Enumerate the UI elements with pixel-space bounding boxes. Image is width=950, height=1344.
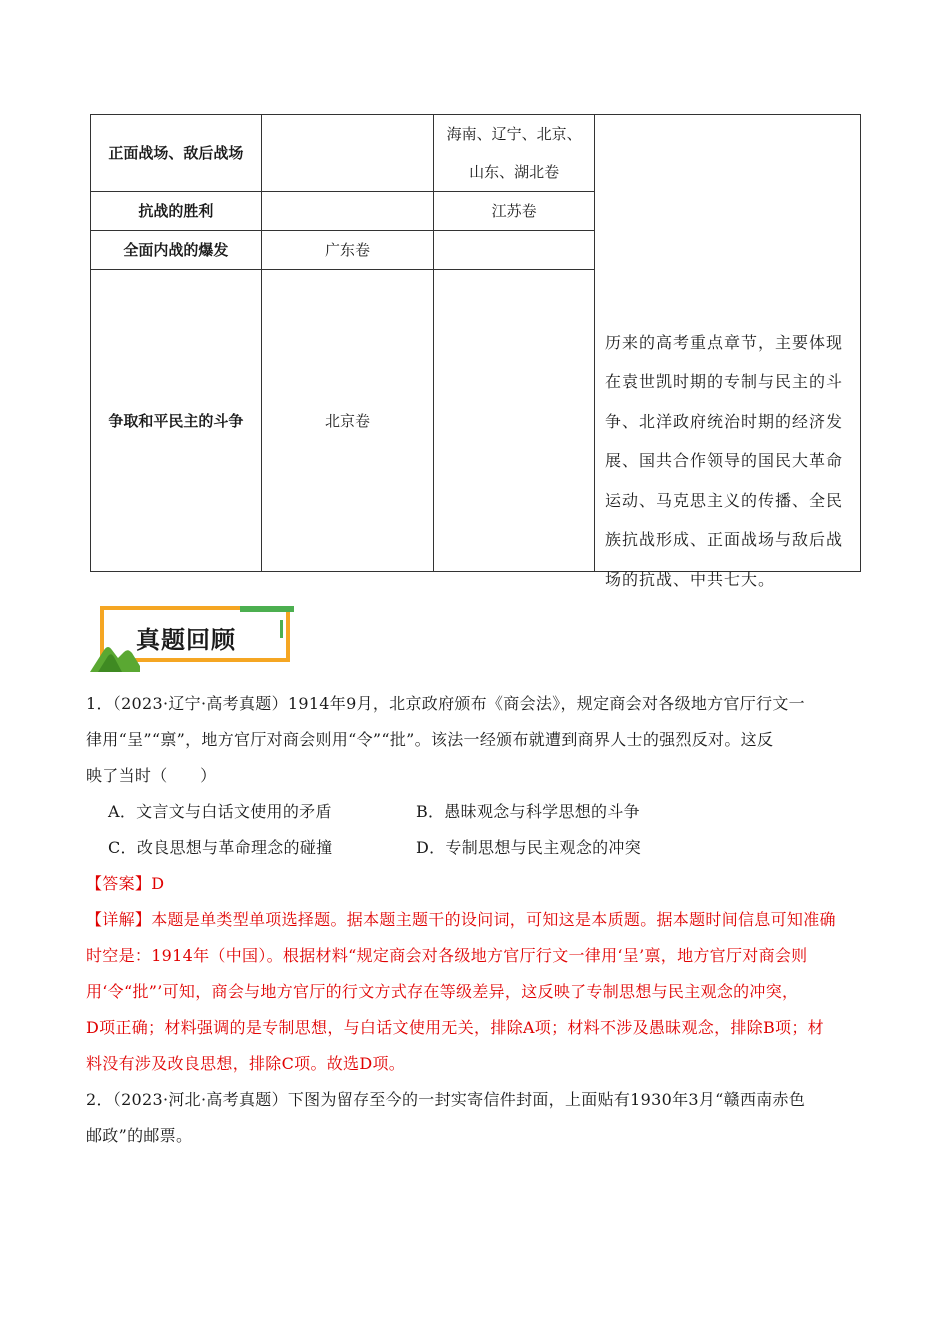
mountain-icon [90, 636, 140, 672]
exam-cell-text: 海南、辽宁、北京、山东、湖北卷 [446, 125, 582, 181]
q1-detail-line: 用‘令“批”’可知，商会与地方官厅的行文方式存在等级差异，这反映了专制思想与民主观念的冲突， [86, 982, 799, 1001]
q1-options-row [86, 830, 866, 866]
option-a: A．文言文与白话文使用的矛盾 [108, 802, 332, 821]
q1-stem-line: 映了当时（ ） [86, 766, 217, 785]
exam-cell [261, 192, 434, 231]
note-line: 历来的高考重点章节，主要体现 [604, 332, 843, 352]
q1-stem-line: 律用“呈”“禀”，地方官厅对商会则用“令”“批”。该法一经颁布就遭到商界人士的强烈反对。这反 [86, 730, 774, 749]
note-cell [594, 115, 860, 589]
note-line: 运动、马克思主义的传播、全民 [604, 490, 843, 510]
option-c: C．改良思想与革命理念的碰撞 [108, 838, 333, 857]
exam-topic-table [90, 114, 861, 589]
exam-cell: 北京卷 [261, 270, 434, 572]
note-line: 族抗战形成、正面战场与敌后战 [604, 530, 843, 549]
exam-cell: 广东卷 [261, 231, 434, 270]
question-content [86, 686, 866, 1154]
summary-table-container [90, 114, 861, 589]
q1-detail-line: 【详解】本题是单类型单项选择题。据本题主题干的设问词，可知这是本质题。据本题时间信息可知准确 [86, 910, 836, 929]
table-row [91, 115, 861, 192]
note-text [605, 323, 856, 600]
option-b: B．愚昧观念与科学思想的斗争 [416, 802, 640, 821]
topic-cell: 抗战的胜利 [91, 192, 262, 231]
topic-cell: 正面战场、敌后战场 [91, 115, 262, 192]
section-heading-badge [90, 606, 294, 670]
topic-cell: 全面内战的爆发 [91, 231, 262, 270]
q1-detail-line: D项正确；材料强调的是专制思想，与白话文使用无关，排除A项；材料不涉及愚昧观念，排除B项；材 [86, 1018, 824, 1037]
note-line: 展、国共合作领导的国民大革命 [604, 451, 843, 470]
exam-cell [434, 270, 595, 572]
q1-answer: 【答案】D [86, 874, 165, 893]
q1-options-row [86, 794, 866, 830]
badge-tick-accent [280, 620, 283, 638]
badge-corner-accent [240, 606, 294, 612]
q1-stem-line: 1．（2023·辽宁·高考真题）1914年9月，北京政府颁布《商会法》，规定商会对各级地方官厅行文一 [86, 694, 805, 713]
exam-cell [261, 115, 434, 192]
section-title: 真题回顾 [136, 626, 236, 654]
q2-stem-line: 邮政”的邮票。 [86, 1126, 193, 1145]
note-line: 场的抗战、中共七大。 [604, 569, 775, 589]
q2-stem-line: 2．（2023·河北·高考真题）下图为留存至今的一封实寄信件封面，上面贴有1930年3月“赣西南赤色 [86, 1090, 806, 1109]
q1-detail-line: 时空是：1914年（中国）。根据材料“规定商会对各级地方官厅行文一律用‘呈’禀，地方官厅对商会则 [86, 946, 808, 965]
exam-cell [434, 231, 595, 270]
exam-cell [434, 115, 595, 192]
option-d: D．专制思想与民主观念的冲突 [416, 838, 642, 857]
topic-cell: 争取和平民主的斗争 [91, 270, 262, 572]
exam-cell: 江苏卷 [434, 192, 595, 231]
note-line: 争、北洋政府统治时期的经济发 [604, 411, 843, 431]
note-line: 在袁世凯时期的专制与民主的斗 [604, 372, 843, 391]
q1-detail-line: 料没有涉及改良思想，排除C项。故选D项。 [86, 1054, 406, 1073]
